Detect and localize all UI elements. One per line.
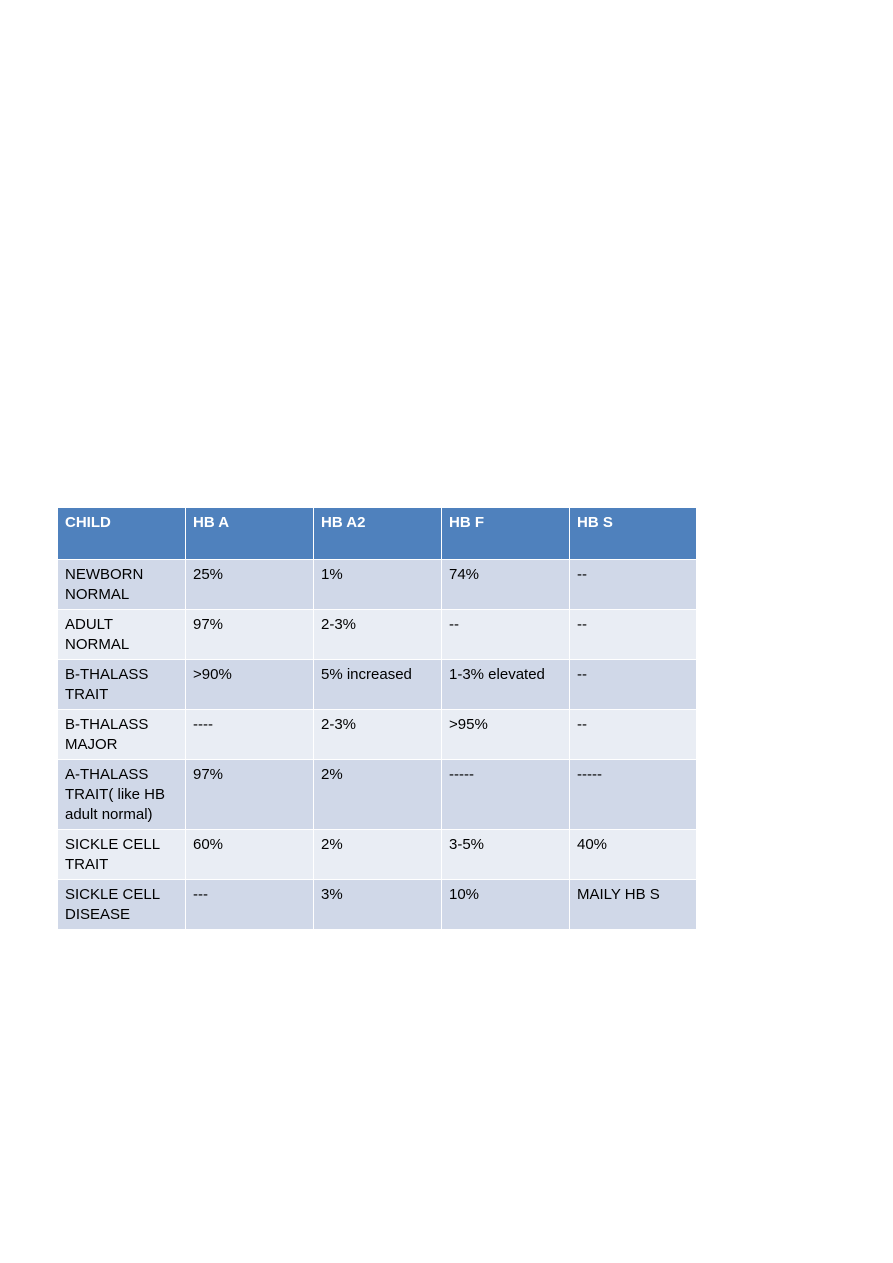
cell-hb-a2: 5% increased (314, 660, 442, 710)
header-hb-f: HB F (442, 508, 570, 560)
cell-hb-a2: 2% (314, 830, 442, 880)
cell-hb-f: 74% (442, 560, 570, 610)
table-header-row (58, 508, 697, 560)
table-row (58, 660, 697, 710)
table-row (58, 560, 697, 610)
cell-hb-a2: 2-3% (314, 610, 442, 660)
cell-hb-f: 3-5% (442, 830, 570, 880)
cell-hb-a: ---- (186, 710, 314, 760)
cell-hb-a: >90% (186, 660, 314, 710)
header-child: CHILD (58, 508, 186, 560)
cell-hb-f: >95% (442, 710, 570, 760)
cell-hb-s: 40% (570, 830, 697, 880)
cell-hb-f: 10% (442, 880, 570, 930)
cell-hb-f: 1-3% elevated (442, 660, 570, 710)
table-row (58, 710, 697, 760)
cell-hb-s: -- (570, 560, 697, 610)
cell-hb-f: ----- (442, 760, 570, 830)
hemoglobin-table (57, 507, 697, 930)
table-row (58, 880, 697, 930)
cell-hb-s: ----- (570, 760, 697, 830)
cell-hb-s: -- (570, 660, 697, 710)
cell-child: B-THALASS TRAIT (58, 660, 186, 710)
table-row (58, 610, 697, 660)
cell-hb-a: 97% (186, 610, 314, 660)
cell-hb-a2: 1% (314, 560, 442, 610)
cell-hb-s: MAILY HB S (570, 880, 697, 930)
cell-hb-a: 97% (186, 760, 314, 830)
cell-child: SICKLE CELL TRAIT (58, 830, 186, 880)
cell-hb-a2: 2% (314, 760, 442, 830)
header-hb-a: HB A (186, 508, 314, 560)
cell-child: A-THALASS TRAIT( like HB adult normal) (58, 760, 186, 830)
cell-hb-a: 25% (186, 560, 314, 610)
cell-hb-a: --- (186, 880, 314, 930)
header-hb-s: HB S (570, 508, 697, 560)
cell-hb-a2: 2-3% (314, 710, 442, 760)
cell-child: NEWBORN NORMAL (58, 560, 186, 610)
table-row (58, 830, 697, 880)
cell-child: SICKLE CELL DISEASE (58, 880, 186, 930)
cell-hb-a: 60% (186, 830, 314, 880)
table-row (58, 760, 697, 830)
cell-hb-s: -- (570, 610, 697, 660)
header-hb-a2: HB A2 (314, 508, 442, 560)
cell-hb-f: -- (442, 610, 570, 660)
cell-hb-a2: 3% (314, 880, 442, 930)
cell-child: ADULT NORMAL (58, 610, 186, 660)
cell-hb-s: -- (570, 710, 697, 760)
cell-child: B-THALASS MAJOR (58, 710, 186, 760)
